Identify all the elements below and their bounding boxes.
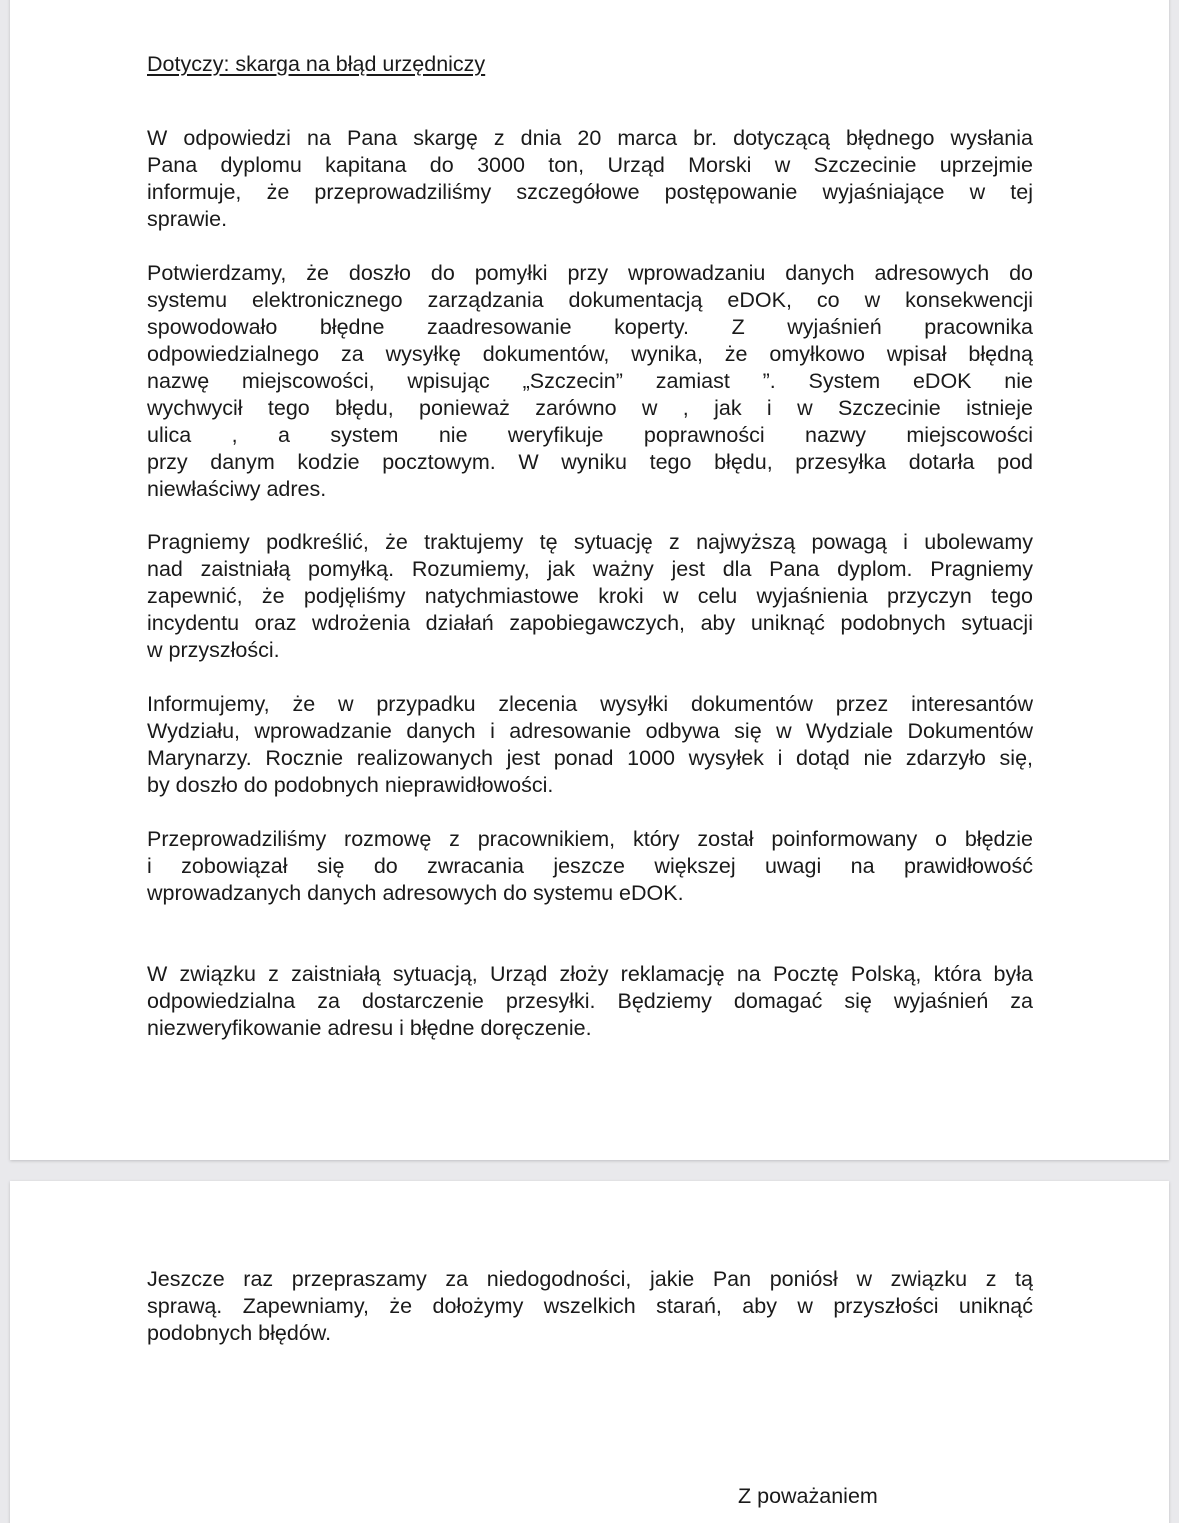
- paragraph-line: odpowiedzialnego za wysyłkę dokumentów, wynika, że omyłkowo wpisał błędną: [147, 342, 1033, 366]
- letter-page-1: [10, 0, 1169, 1160]
- paragraph-line: sprawie.: [147, 207, 228, 231]
- paragraph-line: w przyszłości.: [147, 638, 280, 662]
- paragraph-line: Jeszcze raz przepraszamy za niedogodności, jakie Pan poniósł w związku z tą: [147, 1267, 1033, 1291]
- paragraph-line: Marynarzy. Rocznie realizowanych jest ponad 1000 wysyłek i dotąd nie zdarzyło się,: [147, 746, 1033, 770]
- paragraph-line: ulica , a system nie weryfikuje poprawności nazwy miejscowości: [147, 423, 1033, 447]
- paragraph-line: Przeprowadziliśmy rozmowę z pracownikiem, który został poinformowany o błędzie: [147, 827, 1033, 851]
- paragraph-apology: [147, 529, 1033, 664]
- paragraph-line: Potwierdzamy, że doszło do pomyłki przy wprowadzaniu danych adresowych do: [147, 261, 1033, 285]
- paragraph-line: zapewnić, że podjęliśmy natychmiastowe kroki w celu wyjaśnienia przyczyn tego: [147, 584, 1033, 608]
- paragraph-line: systemu elektronicznego zarządzania dokumentacją eDOK, co w konsekwencji: [147, 288, 1033, 312]
- paragraph-error-confirmation: [147, 260, 1033, 503]
- paragraph-line: i zobowiązał się do zwracania jeszcze większej uwagi na prawidłowość: [147, 854, 1033, 878]
- letter-page-2: [10, 1181, 1169, 1523]
- paragraph-line: odpowiedzialna za dostarczenie przesyłki. Będziemy domagać się wyjaśnień za: [147, 989, 1033, 1013]
- paragraph-line: incydentu oraz wdrożenia działań zapobiegawczych, aby uniknąć podobnych sytuacji: [147, 611, 1033, 635]
- paragraph-line: nad zaistniałą pomyłką. Rozumiemy, jak ważny jest dla Pana dyplom. Pragniemy: [147, 557, 1033, 581]
- paragraph-final-apology: [147, 1266, 1033, 1347]
- letter-subject: Dotyczy: skarga na błąd urzędniczy: [147, 52, 486, 76]
- paragraph-line: wychwycił tego błędu, ponieważ zarówno w , jak i w Szczecinie istnieje: [147, 396, 1033, 420]
- paragraph-line: Informujemy, że w przypadku zlecenia wysyłki dokumentów przez interesantów: [147, 692, 1033, 716]
- paragraph-line: sprawą. Zapewniamy, że dołożymy wszelkich starań, aby w przyszłości uniknąć: [147, 1294, 1033, 1318]
- paragraph-line: przy danym kodzie pocztowym. W wyniku tego błędu, przesyłka dotarła pod: [147, 450, 1033, 474]
- paragraph-procedure-info: [147, 691, 1033, 799]
- paragraph-line: niezweryfikowanie adresu i błędne doręczenie.: [147, 1016, 592, 1040]
- paragraph-line: wprowadzanych danych adresowych do systemu eDOK.: [147, 881, 684, 905]
- paragraph-line: spowodowało błędne zaadresowanie koperty. Z wyjaśnień pracownika: [147, 315, 1033, 339]
- paragraph-line: nazwę miejscowości, wpisując „Szczecin” zamiast ”. System eDOK nie: [147, 369, 1033, 393]
- paragraph-line: W odpowiedzi na Pana skargę z dnia 20 marca br. dotyczącą błędnego wysłania: [147, 126, 1033, 150]
- paragraph-line: niewłaściwy adres.: [147, 477, 327, 501]
- paragraph-line: W związku z zaistniałą sytuacją, Urząd złoży reklamację na Pocztę Polską, która była: [147, 962, 1033, 986]
- paragraph-complaint-response: [147, 125, 1033, 233]
- paragraph-line: Pragniemy podkreślić, że traktujemy tę sytuację z najwyższą powagą i ubolewamy: [147, 530, 1033, 554]
- paragraph-line: Wydziału, wprowadzanie danych i adresowanie odbywa się w Wydziale Dokumentów: [147, 719, 1033, 743]
- paragraph-line: by doszło do podobnych nieprawidłowości.: [147, 773, 554, 797]
- paragraph-postal-complaint: [147, 961, 1033, 1042]
- paragraph-line: informuje, że przeprowadziliśmy szczegółowe postępowanie wyjaśniające w tej: [147, 180, 1033, 204]
- closing-salutation: Z poważaniem: [738, 1484, 878, 1508]
- paragraph-line: podobnych błędów.: [147, 1321, 332, 1345]
- paragraph-employee-talk: [147, 826, 1033, 907]
- paragraph-line: Pana dyplomu kapitana do 3000 ton, Urząd Morski w Szczecinie uprzejmie: [147, 153, 1033, 177]
